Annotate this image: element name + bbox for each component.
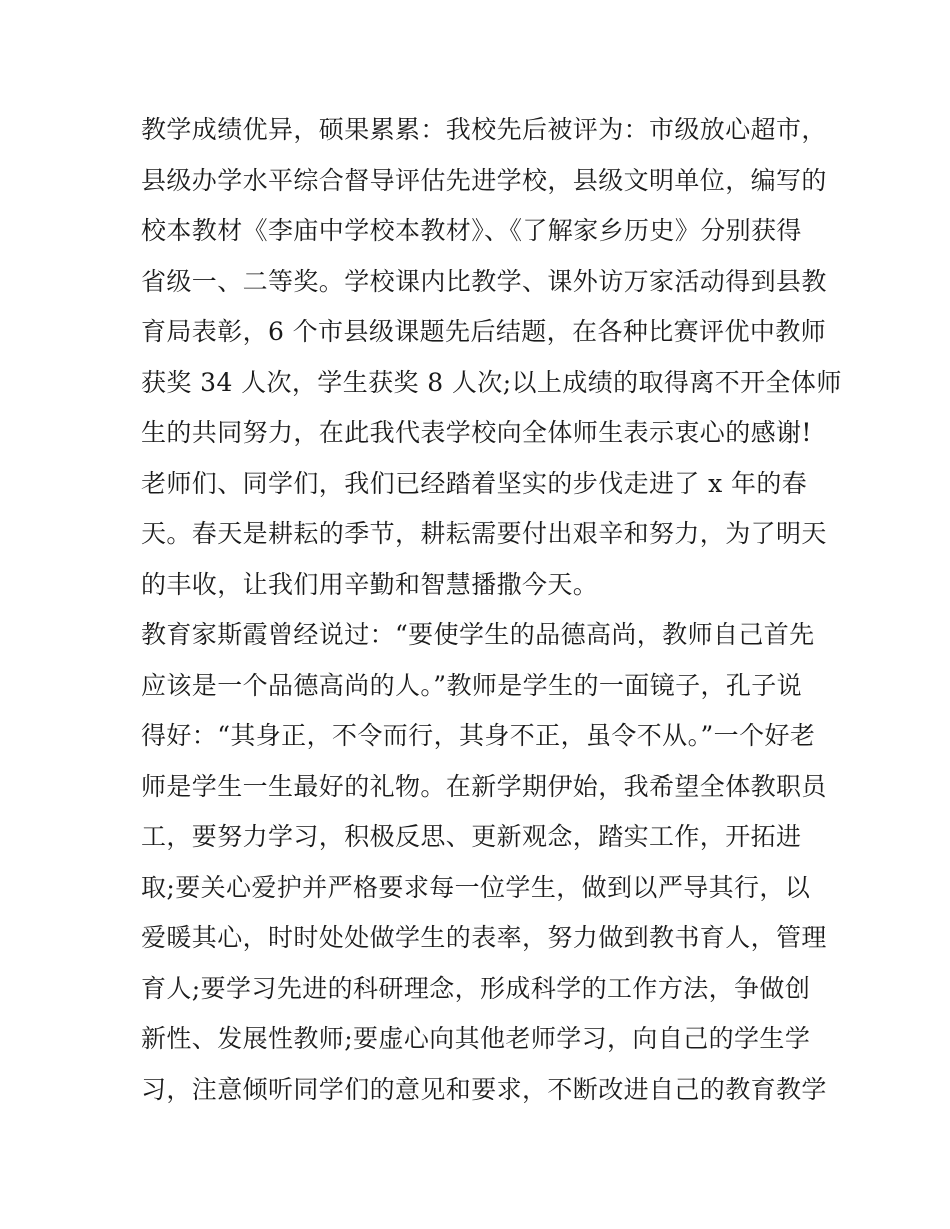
text-line: 教育家斯霞曾经说过：“要使学生的品德高尚，教师自己首先 xyxy=(141,620,815,649)
text-line: 应该是一个品德高尚的人。”教师是学生的一面镜子，孔子说 xyxy=(141,670,803,700)
text-line: 的丰收，让我们用辛勤和智慧播撒今天。 xyxy=(141,569,599,599)
text-line: 天。春天是耕耘的季节，耕耘需要付出艰辛和努力，为了明天 xyxy=(141,519,827,548)
text-line: 得好：“其身正，不令而行，其身不正，虽令不从。”一个好老 xyxy=(141,721,816,750)
text-line: 获奖 34 人次，学生获奖 8 人次;以上成绩的取得离不开全体师 xyxy=(141,367,842,397)
text-line: 县级办学水平综合督导评估先进学校，县级文明单位，编写的 xyxy=(141,165,827,195)
text-line: 育人;要学习先进的科研理念，形成科学的工作方法，争做创 xyxy=(141,973,811,1003)
text-line: 取;要关心爱护并严格要求每一位学生，做到以严导其行，以 xyxy=(141,872,811,902)
text-line: 师是学生一生最好的礼物。在新学期伊始，我希望全体教职员 xyxy=(141,771,827,801)
text-line: 老师们、同学们，我们已经踏着坚实的步伐走进了 x 年的春 xyxy=(141,468,808,498)
text-line: 校本教材《李庙中学校本教材》、《了解家乡历史》分别获得 xyxy=(141,216,802,245)
body-text xyxy=(141,105,842,1115)
text-line: 新性、发展性教师;要虚心向其他老师学习，向自己的学生学 xyxy=(141,1024,811,1053)
text-line: 省级一、二等奖。学校课内比教学、课外访万家活动得到县教 xyxy=(141,266,827,296)
text-line: 育局表彰，6 个市县级课题先后结题，在各种比赛评优中教师 xyxy=(141,317,827,346)
text-line: 教学成绩优异，硕果累累：我校先后被评为：市级放心超市， xyxy=(141,115,827,144)
text-line: 工，要努力学习，积极反思、更新观念，踏实工作，开拓进 xyxy=(141,822,802,851)
text-line: 生的共同努力，在此我代表学校向全体师生表示衷心的感谢! xyxy=(141,418,812,447)
text-line: 习，注意倾听同学们的意见和要求，不断改进自己的教育教学 xyxy=(141,1074,827,1104)
text-line: 爱暖其心，时时处处做学生的表率，努力做到教书育人，管理 xyxy=(141,923,827,952)
